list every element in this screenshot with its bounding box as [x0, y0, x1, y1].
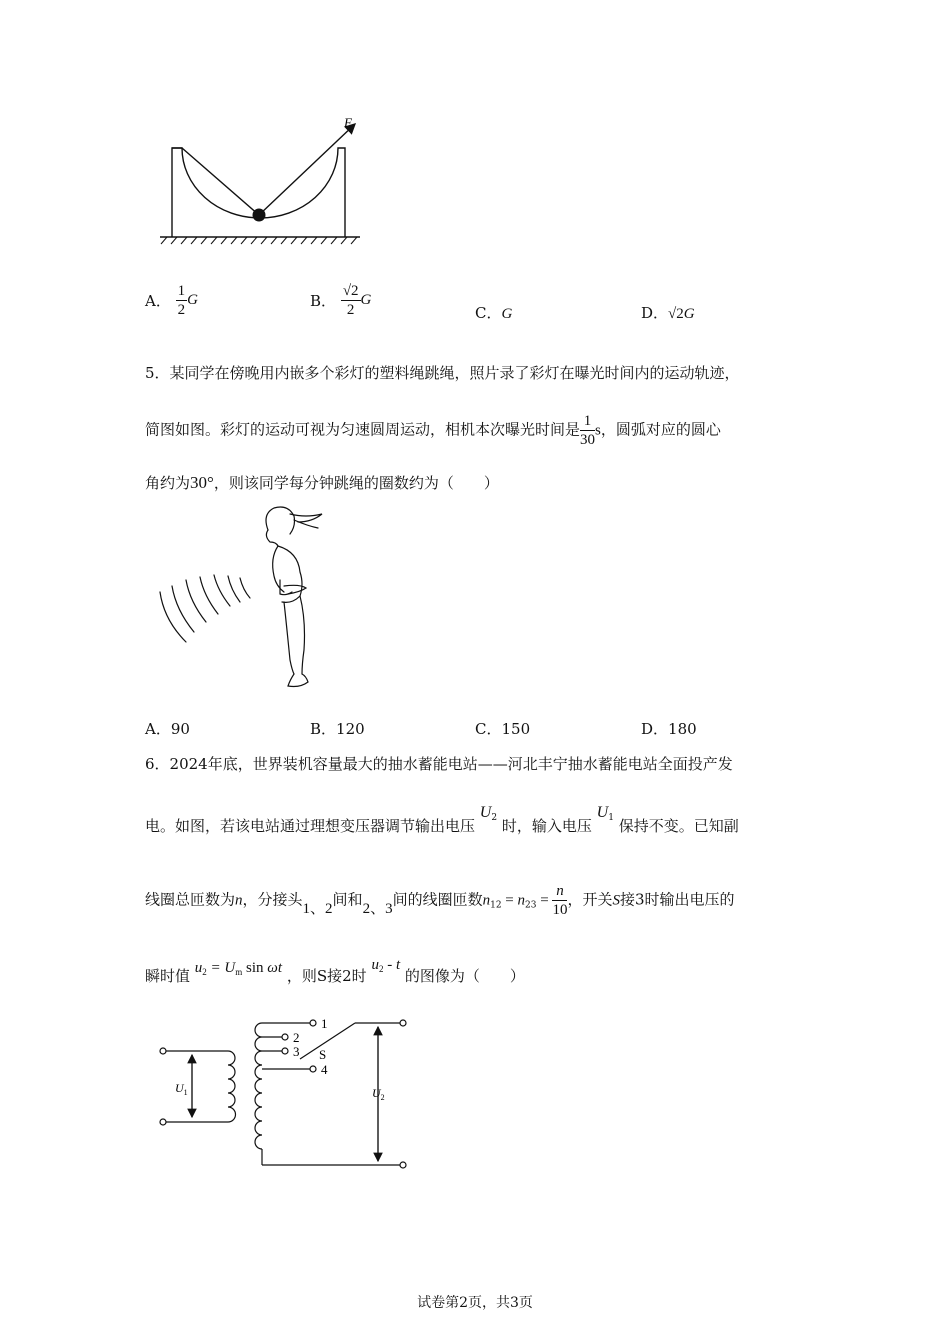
q5-option-d[interactable]: D．180 [641, 720, 697, 738]
tap-4-label: 4 [321, 1062, 328, 1077]
q6-line1: 6．2024年底，世界装机容量最大的抽水蓄能电站——河北丰宁抽水蓄能电站全面投产发 [145, 755, 733, 773]
q5-option-b[interactable]: B．120 [310, 720, 365, 738]
u2-label: $U_2$ [372, 1086, 385, 1102]
q6-line3: 线圈总匝数为n，分接头1、2间和2、3间的线圈匝数$n_{12} = n_{23}$ = $\frac{n}{10}$ ，开关S接3时输出电压的 [145, 883, 735, 918]
tap-3-label: 3 [293, 1044, 300, 1059]
u1-label: $U_1$ [175, 1081, 188, 1097]
force-label: F [344, 115, 352, 130]
switch-label: S [319, 1047, 327, 1062]
q4-option-a[interactable]: A． $\frac{1}{2}$ G [145, 283, 198, 318]
q5-option-c[interactable]: C．150 [475, 720, 531, 738]
q5-line1: 5．某同学在傍晚用内嵌多个彩灯的塑料绳跳绳，照片录了彩灯在曝光时间内的运动轨迹， [145, 364, 740, 382]
q5-option-a[interactable]: A．90 [145, 720, 190, 738]
q4-option-d[interactable]: D．√2G [641, 304, 695, 322]
tap-1-label: 1 [321, 1016, 328, 1031]
q6-circuit [150, 1005, 420, 1180]
q5-line2: 简图如图。彩灯的运动可视为匀速圆周运动，相机本次曝光时间是 $\frac{1}{30}$ s，圆弧对应的圆心 [145, 413, 721, 448]
q6-line4: 瞬时值 $u_2 = U_m$ sin ωt ，则S接2时 $u_2$ - t 的图像为（ ） [145, 957, 525, 985]
q4-figure [155, 110, 365, 250]
q6-line2: 电。如图，若该电站通过理想变压器调节输出电压 $U_2$ 时，输入电压 $U_1$ 保持不变。已知副 [145, 804, 739, 835]
q5-figure [150, 500, 340, 695]
page-footer: 试卷第2页，共3页 [417, 1295, 533, 1311]
q4-option-b[interactable]: B． $\frac{√2}{2}$ G [310, 283, 372, 318]
q4-option-c[interactable]: C．G [475, 304, 513, 322]
tap-2-label: 2 [293, 1030, 300, 1045]
q5-line3: 角约为30°，则该同学每分钟跳绳的圈数约为（ ） [145, 473, 499, 492]
